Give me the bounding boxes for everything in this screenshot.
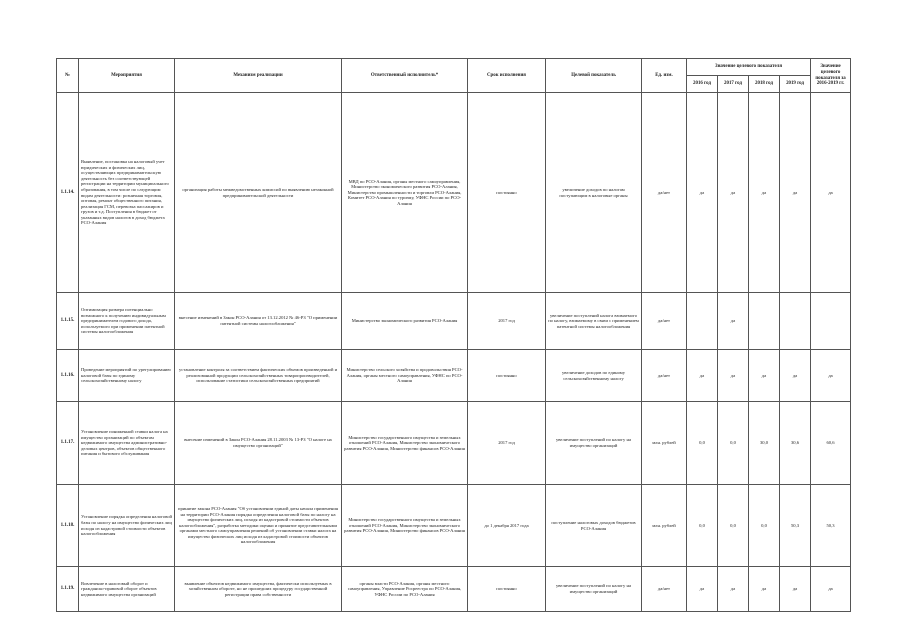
row-value-2017: да bbox=[718, 350, 749, 402]
row-term: постоянно bbox=[468, 567, 546, 612]
row-unit: млн. рублей bbox=[642, 485, 687, 567]
row-total: да bbox=[811, 567, 851, 612]
row-total: да bbox=[811, 350, 851, 402]
row-mechanism: внесение изменений в Закон РСО-Алания 28.11.2003 № 13-РЗ "О налоге на имущество организаций" bbox=[175, 402, 342, 485]
row-responsible: Министерство сельского хозяйства и продовольствия РСО-Алания, органы местного самоуправления, УФНС по РСО-Алания bbox=[342, 350, 468, 402]
row-total: 60,6 bbox=[811, 402, 851, 485]
row-responsible: органы власти РСО-Алания, органы местного самоуправления, Управление Росреестра по РСО-Алания, УФНС России по РСО-Алания bbox=[342, 567, 468, 612]
row-term: 2017 год bbox=[468, 293, 546, 350]
header-num: № bbox=[57, 59, 79, 93]
document-sheet bbox=[56, 58, 850, 612]
row-value-2016: да bbox=[687, 350, 718, 402]
header-responsible: Ответственный исполнитель* bbox=[342, 59, 468, 93]
header-year-2019: 2019 год bbox=[780, 76, 811, 93]
row-event: Установление пониженной ставки налога на имущество организаций по объектам недвижимого имущества административно-деловых центров, объектов общественного питания и бытового обслуживания bbox=[79, 402, 175, 485]
row-value-2017: да bbox=[718, 567, 749, 612]
row-value-2019: 30,6 bbox=[780, 402, 811, 485]
table-row bbox=[57, 485, 851, 567]
row-event: Проведение мероприятий по урегулированию налоговой базы по единому сельскохозяйственному налогу bbox=[79, 350, 175, 402]
row-mechanism: выявление объектов недвижимого имущества, фактически используемых в хозяйственном обороте, но не прошедших процедуру государственной регистрации права собственности bbox=[175, 567, 342, 612]
row-responsible: Министерство государственного имущества и земельных отношений РСО-Алания, Министерство экономического развития РСО-Алания, Министерство финансов РСО-Алания bbox=[342, 485, 468, 567]
row-unit: да/нет bbox=[642, 567, 687, 612]
header-mechanism: Механизм реализации bbox=[175, 59, 342, 93]
row-num: 1.1.18. bbox=[57, 485, 79, 567]
header-total: Значение целевого показателя за 2016-2019 гг. bbox=[811, 59, 851, 93]
row-indicator: увеличение поступлений налога взимаемого по налогу, взимаемому в связи с применением патентной системы налогообложения bbox=[546, 293, 642, 350]
row-responsible: Министерство экономического развития РСО-Алания bbox=[342, 293, 468, 350]
row-responsible: МВД по РСО-Алания, органы местного самоуправления, Министерство экономического развития РСО-Алания, Министерство промышленности и торговли РСО-Алания, Комитет РСО-Алания по туризму, УФНС России по РСО-Алания bbox=[342, 93, 468, 293]
row-mechanism: организация работы межведомственных комиссий по выявлению незаконной предпринимательской деятельности bbox=[175, 93, 342, 293]
row-mechanism: принятие закона РСО-Алания "Об установлении единой даты начала применения на территории РСО-Алания порядка определения налоговой базы по налогу на имущество физических лиц, исходя из кадастровой стоимости объектов налогообложения", разработка методики оценки и принятие представительными органами местного самоуправления решений об установлении ставки налога на имущество физических лиц исходя из кадастровой стоимости объектов налогообложения bbox=[175, 485, 342, 567]
row-mechanism: внесение изменений в Закон РСО-Алания от 13.12.2012 № 46-РЗ "О применении патентной системы налогообложения" bbox=[175, 293, 342, 350]
row-unit: млн. рублей bbox=[642, 402, 687, 485]
row-event: Оптимизация размера потенциально возможного к получению индивидуальным предпринимателем годового дохода, используемого при применении патентной системы налогообложения bbox=[79, 293, 175, 350]
table-row bbox=[57, 93, 851, 293]
row-value-2016: да bbox=[687, 93, 718, 293]
row-value-2017: да bbox=[718, 93, 749, 293]
row-event: Установление порядка определения налоговой базы по налогу на имущество физических лиц исходя из кадастровой стоимости объектов налогообложения bbox=[79, 485, 175, 567]
header-year-2017: 2017 год bbox=[718, 76, 749, 93]
row-num: 1.1.17. bbox=[57, 402, 79, 485]
row-total bbox=[811, 293, 851, 350]
row-event: Вовлечение в налоговый оборот и гражданско-правовой оборот объектов недвижимого имущества организаций bbox=[79, 567, 175, 612]
row-indicator: увеличение доходов по налогам поступающим в налоговые органы bbox=[546, 93, 642, 293]
row-unit: да/нет bbox=[642, 293, 687, 350]
row-value-2018: да bbox=[749, 350, 780, 402]
row-value-2018: 0,0 bbox=[749, 485, 780, 567]
row-term: постоянно bbox=[468, 350, 546, 402]
row-value-2017: да bbox=[718, 293, 749, 350]
header-unit: Ед. изм. bbox=[642, 59, 687, 93]
row-num: 1.1.14. bbox=[57, 93, 79, 293]
row-value-2017: 0,0 bbox=[718, 402, 749, 485]
row-responsible: Министерство государственного имущества и земельных отношений РСО-Алания, Министерство экономического развития РСО-Алания, Министерство финансов РСО-Алания bbox=[342, 402, 468, 485]
table-row bbox=[57, 293, 851, 350]
row-unit: да/нет bbox=[642, 350, 687, 402]
row-value-2019: да bbox=[780, 567, 811, 612]
table-row bbox=[57, 350, 851, 402]
table-row bbox=[57, 402, 851, 485]
row-indicator: увеличение поступлений по налогу на имущество организаций bbox=[546, 402, 642, 485]
row-value-2016: да bbox=[687, 567, 718, 612]
row-value-2019: 50,3 bbox=[780, 485, 811, 567]
header-event: Мероприятия bbox=[79, 59, 175, 93]
row-value-2016 bbox=[687, 293, 718, 350]
measures-table bbox=[56, 58, 851, 612]
row-num: 1.1.16. bbox=[57, 350, 79, 402]
header-target-group: Значение целевого показателя bbox=[687, 59, 811, 76]
header-term: Срок исполнения bbox=[468, 59, 546, 93]
header-year-2016: 2016 год bbox=[687, 76, 718, 93]
row-value-2017: 0,0 bbox=[718, 485, 749, 567]
row-event: Выявление, постановка на налоговый учет юридических и физических лиц, осуществляющих предпринимательскую деятельность без соответствующей регистрации на территории муниципального образования, в том числе по следующим видам деятельности: розничная торговля, оптовая, ремонт общественного питания, реализация ГСМ, перевозка пассажиров и грузов и т.д. Поступления в бюджет от указанных видов налогов в доход бюджета РСО-Алания bbox=[79, 93, 175, 293]
row-value-2018: да bbox=[749, 567, 780, 612]
row-mechanism: установление контроля за соответствием фактических объемов произведенной и реализованной продукции сельскохозяйственных товаропроизводителей, использование статистики сельскохозяйственных предприятий bbox=[175, 350, 342, 402]
row-value-2016: 0,0 bbox=[687, 402, 718, 485]
row-value-2019: да bbox=[780, 93, 811, 293]
row-indicator: поступление налоговых доходов бюджетов РСО-Алания bbox=[546, 485, 642, 567]
row-num: 1.1.15. bbox=[57, 293, 79, 350]
row-term: 2017 год bbox=[468, 402, 546, 485]
row-value-2018: да bbox=[749, 93, 780, 293]
row-value-2019 bbox=[780, 293, 811, 350]
row-term: до 1 декабря 2017 года bbox=[468, 485, 546, 567]
row-num: 1.1.19. bbox=[57, 567, 79, 612]
row-value-2018: 30,0 bbox=[749, 402, 780, 485]
header-year-2018: 2018 год bbox=[749, 76, 780, 93]
row-value-2016: 0,0 bbox=[687, 485, 718, 567]
row-total: 50,3 bbox=[811, 485, 851, 567]
row-value-2019: да bbox=[780, 350, 811, 402]
row-indicator: увеличение поступлений по налогу на имущество организаций bbox=[546, 567, 642, 612]
row-total: да bbox=[811, 93, 851, 293]
row-unit: да/нет bbox=[642, 93, 687, 293]
row-indicator: увеличение доходов по единому сельскохозяйственному налогу bbox=[546, 350, 642, 402]
row-value-2018 bbox=[749, 293, 780, 350]
row-term: постоянно bbox=[468, 93, 546, 293]
header-indicator: Целевой показатель bbox=[546, 59, 642, 93]
table-row bbox=[57, 567, 851, 612]
